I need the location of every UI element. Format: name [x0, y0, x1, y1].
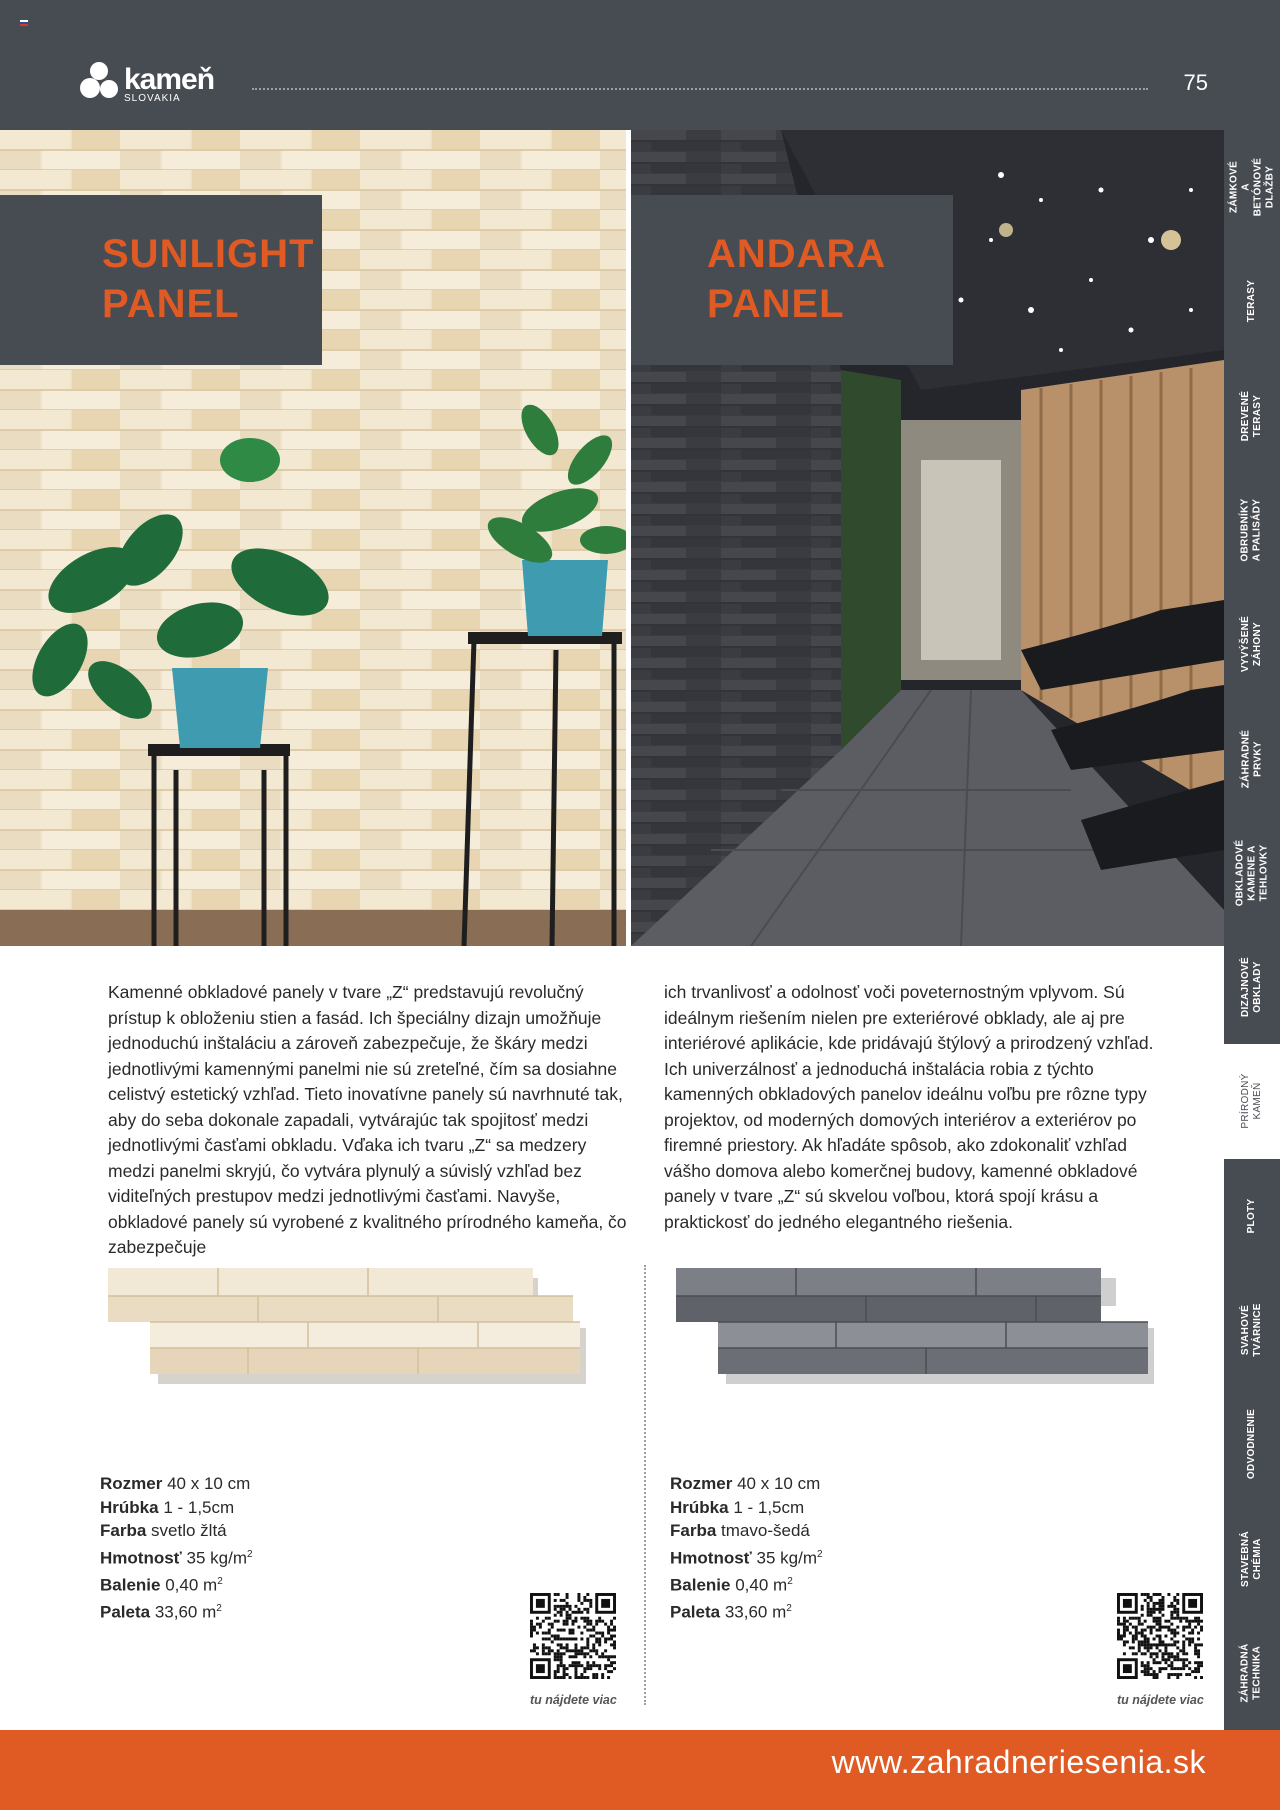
sidebar-item[interactable]	[1224, 473, 1280, 587]
sidebar-item-label: OBRUBNÍKY A PALISÁDY	[1240, 498, 1264, 562]
sidebar-item-label: PLOTY	[1246, 1198, 1257, 1234]
qr-caption-left: tu nájdete viac	[530, 1693, 617, 1707]
qr-code-icon[interactable]	[1117, 1593, 1203, 1679]
title-box-right	[631, 195, 953, 365]
spec-pallet: Paleta 33,60 $m^2$	[100, 1602, 222, 1622]
body-text-left: Kamenné obkladové panely v tvare „Z“ predstavujú revolučný prístup k obloženiu stien a fasád. Ich špeciálny dizajn umožňuje jednoduchú inštaláciu a zároveň zabezpečuje, že škáry medzi jednotlivými kamennými panelmi nie sú zreteľné, čím sa dosiahne celistvý estetický vzhľad. Tieto inovatívne panely sú navrhnuté tak, aby do seba dokonale zapadali, vytvárajúc tak spojitosť medzi jednotlivými časťami obkladu. Vďaka ich tvaru „Z“ sa medzery medzi panelmi skryjú, čo vytvára plynulý a súvislý vzhľad bez viditeľných prestupov medzi jednotlivými časťami. Navyše, obkladové panely sú vyrobené z kvalitného prírodného kameňa, čo zabezpečuje	[108, 982, 627, 1257]
qr-caption-right: tu nájdete viac	[1117, 1693, 1204, 1707]
brand-name: kameň	[124, 63, 215, 96]
spec-pallet: Paleta 33,60 $m^2$	[670, 1602, 792, 1622]
sidebar-item-label: VYVÝŠENÉ ZÁHONY	[1240, 616, 1263, 673]
brand-sub: SLOVAKIA	[124, 93, 181, 104]
sidebar-item[interactable]	[1224, 1044, 1280, 1158]
sidebar-item[interactable]	[1224, 359, 1280, 473]
sidebar-item-label: ZÁHRADNÁ TECHNIKA	[1240, 1643, 1263, 1703]
body-text-right: ich trvanlivosť a odolnosť voči poveternostným vplyvom. Sú ideálnym riešením nielen pre exteriérové obklady, ale aj pre interiérové aplikácie, kde pridávajú štýlový a prirodzený vzhľad. Ich univerzálnosť a jednoduchá inštalácia robia z týchto kamenných obkladových panelov ideálnu voľbu pre rôzne typy projektov, od moderných domových interiérov a exteriérov po firemné priestory. Ak hľadáte spôsob, ako zdokonaliť vzhľad vášho domova alebo komerčnej budovy, kamenné obkladové panely v tvare „Z“ sú skvelou voľbou, ktorá spojí krásu a praktickosť do jedného elegantného riešenia.	[664, 982, 1154, 1232]
spec-color: Farba svetlo žltá	[100, 1521, 227, 1540]
panel-title-andara: ANDARA PANEL	[707, 232, 887, 326]
sidebar-item-label: STAVEBNÁ CHÉMIA	[1240, 1530, 1263, 1587]
panel-title-sunlight: SUNLIGHT PANEL	[102, 232, 315, 326]
sidebar-item-label: ZÁHRADNÉ PRVKY	[1240, 729, 1264, 788]
brand-text	[124, 63, 215, 104]
sidebar-item-label: ZÁMKOVÉ A BETÓNOVÉ DLAŽBY	[1228, 157, 1276, 217]
spec-packaging: Balenie 0,40 $m^2$	[670, 1575, 793, 1595]
sidebar-item-label: PRÍRODNÝ KAMEŇ	[1240, 1073, 1263, 1130]
sunlight-panel-sample	[108, 1268, 588, 1386]
sidebar-item[interactable]	[1224, 130, 1280, 244]
footer-bar	[0, 1730, 1280, 1810]
sidebar-item-label: TERASY	[1246, 280, 1257, 323]
category-sidebar	[1224, 130, 1280, 1730]
sunlight-panel-photo	[0, 130, 626, 946]
sidebar-item-label: ODVODNENIE	[1246, 1409, 1258, 1480]
logo-mark-icon	[76, 62, 122, 104]
sidebar-item-label: OBKLADOVÉ KAMENE A TEHLOVKY	[1234, 839, 1269, 907]
sidebar-item[interactable]	[1224, 1273, 1280, 1387]
spec-thickness: Hrúbka 1 - 1,5cm	[670, 1497, 805, 1517]
sidebar-item[interactable]	[1224, 244, 1280, 358]
spec-thickness: Hrúbka 1 - 1,5cm	[100, 1497, 235, 1517]
sidebar-item[interactable]	[1224, 1387, 1280, 1501]
header-bar	[0, 0, 1280, 130]
sidebar-item[interactable]	[1224, 1501, 1280, 1615]
sidebar-item[interactable]	[1224, 701, 1280, 815]
sidebar-item[interactable]	[1224, 1159, 1280, 1273]
brand-logo[interactable]	[76, 62, 214, 104]
qr-code-icon[interactable]	[530, 1593, 616, 1679]
sidebar-item-label: DIZAJNOVÉ OBKLADY	[1240, 957, 1263, 1018]
spec-size: Rozmer 40 x 10 cm	[670, 1474, 821, 1493]
spec-weight: Hmotnosť 35 $kg/m^2$	[670, 1548, 823, 1568]
sidebar-item[interactable]	[1224, 587, 1280, 701]
andara-panel-photo	[631, 130, 1224, 946]
sidebar-item[interactable]	[1224, 1616, 1280, 1730]
sidebar-item-label: SVAHOVÉ TVÁRNICE	[1240, 1303, 1263, 1357]
sidebar-item[interactable]	[1224, 816, 1280, 930]
flag-icon	[20, 20, 28, 26]
specs-right	[670, 1472, 823, 1624]
spec-size: Rozmer 40 x 10 cm	[100, 1474, 251, 1493]
column-divider	[644, 1265, 646, 1705]
sidebar-item[interactable]	[1224, 930, 1280, 1044]
andara-panel-sample	[676, 1268, 1156, 1386]
spec-packaging: Balenie 0,40 $m^2$	[100, 1575, 223, 1595]
footer-url-link[interactable]: www.zahradneriesenia.sk	[831, 1744, 1206, 1780]
title-box-left	[0, 195, 322, 365]
specs-left	[100, 1472, 253, 1624]
spec-weight: Hmotnosť 35 $kg/m^2$	[100, 1548, 253, 1568]
sidebar-item-label: DREVENÉ TERASY	[1240, 390, 1263, 441]
header-dotted-rule	[252, 88, 1148, 90]
page-number: 75	[1183, 70, 1208, 95]
spec-color: Farba tmavo-šedá	[670, 1521, 810, 1540]
